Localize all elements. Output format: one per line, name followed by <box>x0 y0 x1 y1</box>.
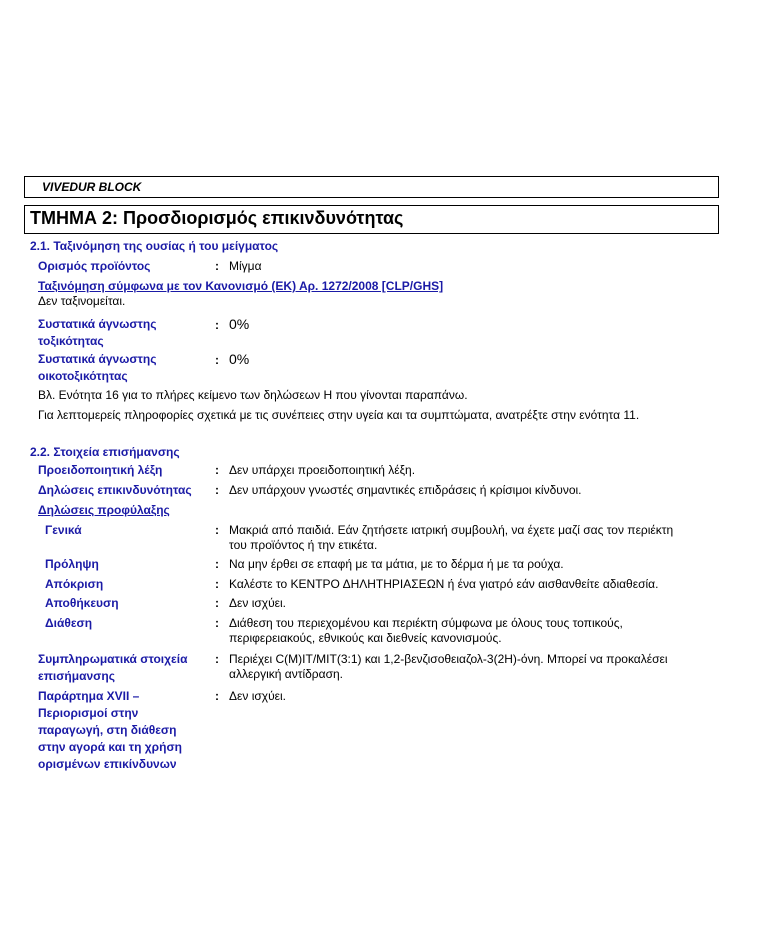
storage-label: Αποθήκευση <box>45 596 119 610</box>
prevention-label: Πρόληψη <box>45 557 99 571</box>
product-definition-value: Μίγμα <box>229 259 262 273</box>
value-line: Διάθεση του περιεχομένου και περιέκτη σύμφωνα με όλους τους τοπικούς, <box>229 616 623 630</box>
label-line: Συστατικά άγνωστης <box>38 317 157 331</box>
response-label: Απόκριση <box>45 577 104 591</box>
value-line: του προϊόντος ή την ετικέτα. <box>229 538 378 552</box>
general-value <box>229 523 673 553</box>
label-line: ορισμένων επικίνδυνων <box>38 757 177 771</box>
supplemental-label-elements-label <box>38 651 187 685</box>
label-line: Περιορισμοί στην <box>38 706 139 720</box>
colon: : <box>215 616 219 630</box>
hazard-statements-value: Δεν υπάρχουν γνωστές σημαντικές επιδράσεις ή κρίσιμοι κίνδυνοι. <box>229 483 582 497</box>
section-title: ΤΜΗΜΑ 2: Προσδιορισμός επικινδυνότητας <box>30 208 404 228</box>
label-line: οικοτοξικότητας <box>38 369 128 383</box>
not-classified-text: Δεν ταξινομείται. <box>38 294 126 308</box>
colon: : <box>215 318 219 332</box>
unknown-toxicity-label <box>38 316 156 350</box>
disposal-label: Διάθεση <box>45 616 93 630</box>
note-section-16: Βλ. Ενότητα 16 για το πλήρες κείμενο των δηλώσεων Η που γίνονται παραπάνω. <box>38 388 468 402</box>
hazard-statements-label: Δηλώσεις επικινδυνότητας <box>38 483 192 497</box>
prevention-value: Να μην έρθει σε επαφή με τα μάτια, με το δέρμα ή με τα ρούχα. <box>229 557 564 571</box>
disposal-value <box>229 616 623 646</box>
colon: : <box>215 353 219 367</box>
signal-word-label: Προειδοποιητική λέξη <box>38 463 163 477</box>
signal-word-value: Δεν υπάρχει προειδοποιητική λέξη. <box>229 463 416 477</box>
colon: : <box>215 596 219 610</box>
storage-value: Δεν ισχύει. <box>229 596 286 610</box>
colon: : <box>215 523 219 537</box>
label-line: Συμπληρωματικά στοιχεία <box>38 652 188 666</box>
response-value: Καλέστε το ΚΕΝΤΡΟ ΔΗΛΗΤΗΡΙΑΣΕΩΝ ή ένα γιατρό εάν αισθανθείτε αδιαθεσία. <box>229 577 659 591</box>
colon: : <box>215 463 219 477</box>
colon: : <box>215 259 219 273</box>
subsection-2-1-heading: 2.1. Ταξινόμηση της ουσίας ή του μείγματος <box>30 239 279 253</box>
product-definition-label: Ορισμός προϊόντος <box>38 259 151 273</box>
label-line: παραγωγή, στη διάθεση <box>38 723 177 737</box>
label-line: Παράρτημα XVII – <box>38 689 140 703</box>
clp-classification-link[interactable]: Ταξινόμηση σύμφωνα με τον Κανονισμό (ΕΚ) Αρ. 1272/2008 [CLP/GHS] <box>38 279 444 293</box>
colon: : <box>215 557 219 571</box>
label-line: τοξικότητας <box>38 334 104 348</box>
value-line: περιφερειακούς, εθνικούς και διεθνείς κανονισμούς. <box>229 631 502 645</box>
unknown-toxicity-value: 0% <box>229 316 250 332</box>
general-label: Γενικά <box>45 523 82 537</box>
unknown-ecotoxicity-label <box>38 351 156 385</box>
colon: : <box>215 577 219 591</box>
precautionary-statements-link[interactable]: Δηλώσεις προφύλαξης <box>38 503 170 517</box>
annex-xvii-value: Δεν ισχύει. <box>229 689 286 703</box>
value-line: Μακριά από παιδιά. Εάν ζητήσετε ιατρική συμβουλή, να έχετε μαζί σας τον περιέκτη <box>229 523 674 537</box>
note-section-11: Για λεπτομερείς πληροφορίες σχετικά με τις συνέπειες στην υγεία και τα συμπτώματα, ανατρέξτε στην ενότητα 11. <box>38 408 640 422</box>
value-line: αλλεργική αντίδραση. <box>229 667 343 681</box>
subsection-2-2-heading: 2.2. Στοιχεία επισήμανσης <box>30 445 180 459</box>
label-line: στην αγορά και τη χρήση <box>38 740 182 754</box>
product-name: VIVEDUR BLOCK <box>42 180 142 194</box>
colon: : <box>215 483 219 497</box>
colon: : <box>215 652 219 666</box>
unknown-ecotoxicity-value: 0% <box>229 351 250 367</box>
annex-xvii-label <box>38 688 182 773</box>
supplemental-label-elements-value <box>229 652 668 682</box>
label-line: Συστατικά άγνωστης <box>38 352 157 366</box>
label-line: επισήμανσης <box>38 669 115 683</box>
value-line: Περιέχει C(M)IT/MIT(3:1) και 1,2-βενζισοθειαζολ-3(2H)-όνη. Μπορεί να προκαλέσει <box>229 652 668 666</box>
colon: : <box>215 689 219 703</box>
